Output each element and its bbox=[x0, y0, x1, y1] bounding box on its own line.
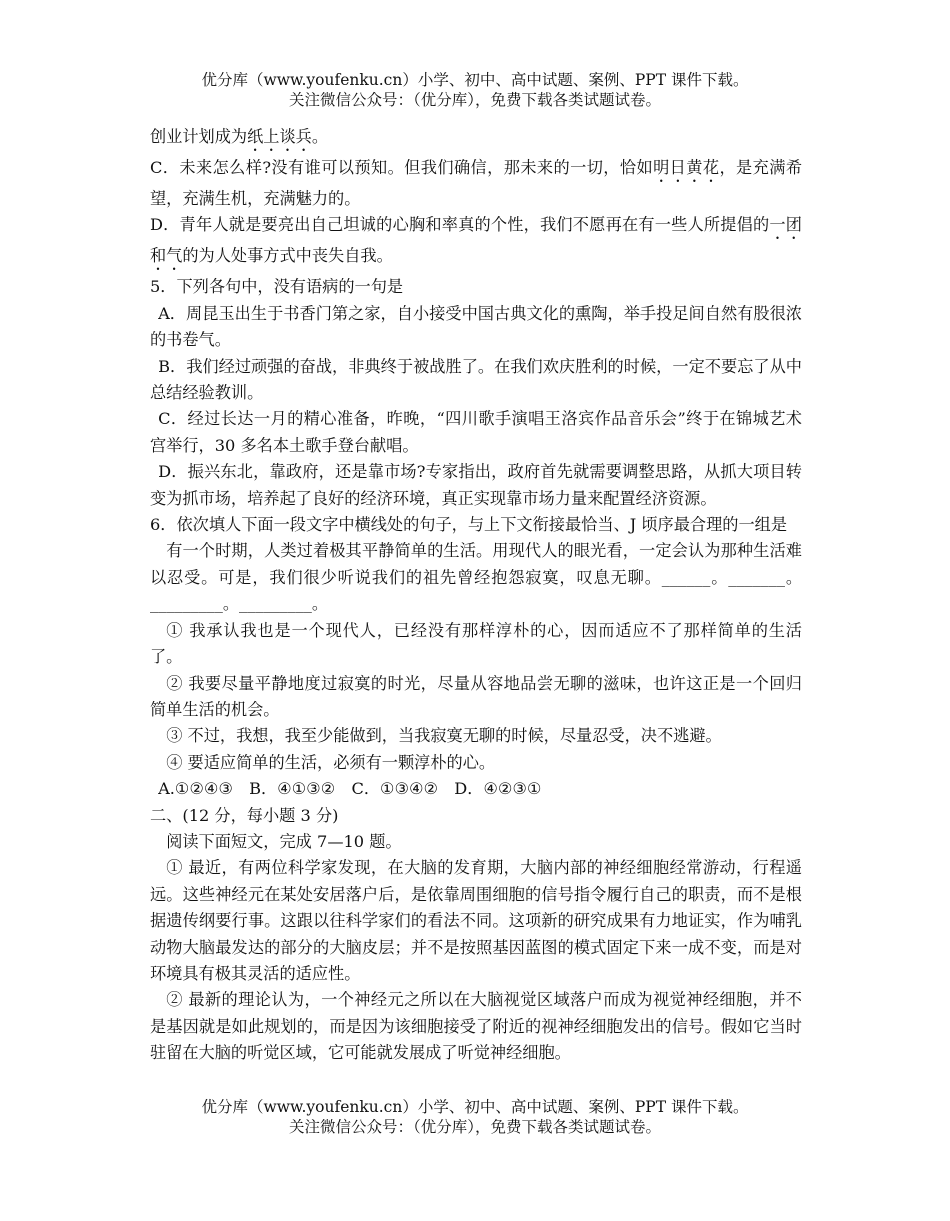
q6-passage: 有一个时期，人类过着极其平静简单的生活。用现代人的眼光看，一定会认为那种生活难以忍受。可是，我们很少听说我们的祖先曾经抱怨寂寞，叹息无聊。______。_______。_________。_________。 bbox=[150, 541, 803, 614]
q6-stem: 6．依次填人下面一段文字中横线处的句子，与上下文衔接最恰当、J 顷序最合理的一组是 bbox=[150, 515, 788, 535]
passage-paragraph-1: ① 最近，有两位科学家发现，在大脑的发育期，大脑内部的神经细胞经常游动，行程遥远。这些神经元在某处安居落户后，是依靠周围细胞的信号指令履行自己的职责，而不是根据遗传纲要行事。这跟以往科学家们的看法不同。这项新的研究成果有力地证实，作为哺乳动物大脑最发达的部分的大脑皮层；并不是按照基因蓝图的模式固定下来一成不变，而是对环境具有极其灵活的适应性。 bbox=[150, 858, 802, 983]
header-line-2: 关注微信公众号：（优分库），免费下载各类试题试卷。 bbox=[288, 91, 661, 109]
q4-b-continuation: 创业计划成为纸上谈兵。 bbox=[150, 127, 329, 146]
passage-paragraph-2: ② 最新的理论认为，一个神经元之所以在大脑视觉区域落户而成为视觉神经细胞，并不是基因就是如此规划的，而是因为该细胞接受了附近的视神经细胞发出的信号。假如它当时驻留在大脑的听觉区域，它可能就发展成了听觉神经细胞。 bbox=[150, 990, 802, 1063]
dotted-phrase: 明日黄花 bbox=[653, 158, 720, 177]
header-line-1: 优分库（www.youfenku.cn）小学、初中、高中试题、案例、PPT 课件下载。 bbox=[201, 71, 749, 89]
dotted-phrase: 纸上谈兵 bbox=[247, 127, 312, 146]
q5-option-b: B．我们经过顽强的奋战，非典终于被战胜了。在我们欢庆胜利的时候，一定不要忘了从中总结经验教训。 bbox=[150, 356, 802, 403]
q5-option-a: A．周昆玉出生于书香门第之家，自小接受中国古典文化的熏陶，举手投足间自然有股很浓的书卷气。 bbox=[150, 303, 802, 350]
footer-line-1: 优分库（www.youfenku.cn）小学、初中、高中试题、案例、PPT 课件下载。 bbox=[201, 1098, 749, 1116]
page-footer bbox=[0, 1097, 950, 1137]
q4-option-c: C．未来怎么样?没有谁可以预知。但我们确信，那未来的一切，恰如明日黄花，是充满希望，充满生机，充满魅力的。 bbox=[150, 158, 803, 208]
footer-line-2: 关注微信公众号：（优分库），免费下载各类试题试卷。 bbox=[288, 1118, 661, 1136]
fill-blank-1: ______ bbox=[661, 567, 711, 587]
fill-blank-2: _______ bbox=[728, 567, 785, 587]
fill-blank-3: _________ bbox=[150, 594, 223, 614]
section-2-instruction: 阅读下面短文，完成 7—10 题。 bbox=[166, 831, 402, 851]
q5-option-d: D．振兴东北，靠政府，还是靠市场?专家指出，政府首先就需要调整思路，从抓大项目转变为抓市场，培养起了良好的经济环境，真正实现靠市场力量来配置经济资源。 bbox=[150, 462, 802, 508]
section-2-title: 二、(12 分，每小题 3 分) bbox=[150, 805, 339, 825]
page-header bbox=[0, 70, 950, 110]
q6-sentence-1: ① 我承认我也是一个现代人，已经没有那样淳朴的心，因而适应不了那样简单的生活了。 bbox=[150, 620, 802, 667]
q6-sentence-2: ② 我要尽量平静地度过寂寞的时光，尽量从容地品尝无聊的滋味，也许这正是一个回归简单生活的机会。 bbox=[150, 673, 802, 719]
q4-option-d: D．青年人就是要亮出自己坦诚的心胸和率真的个性，我们不愿再在有一些人所提倡的一团和气的为人处事方式中丧失自我。 bbox=[150, 215, 802, 266]
q5-option-c: C．经过长达一月的精心准备，昨晚，“四川歌手演唱王洛宾作品音乐会”终于在锦城艺术宫举行，30 多名本土歌手登台献唱。 bbox=[150, 409, 802, 455]
fill-blank-4: _________ bbox=[239, 594, 312, 614]
dotted-phrase: 一团和气 bbox=[150, 215, 802, 266]
q6-options: A.①②④③ B．④①③② C．①③④② D．④②③① bbox=[158, 779, 542, 799]
document-body bbox=[150, 124, 802, 1067]
q5-stem: 5．下列各句中，没有语病的一句是 bbox=[150, 277, 404, 297]
q6-sentence-4: ④ 要适应简单的生活，必须有一颗淳朴的心。 bbox=[166, 752, 496, 772]
q6-sentence-3: ③ 不过，我想，我至少能做到，当我寂寞无聊的时候，尽量忍受，决不逃避。 bbox=[166, 726, 722, 746]
